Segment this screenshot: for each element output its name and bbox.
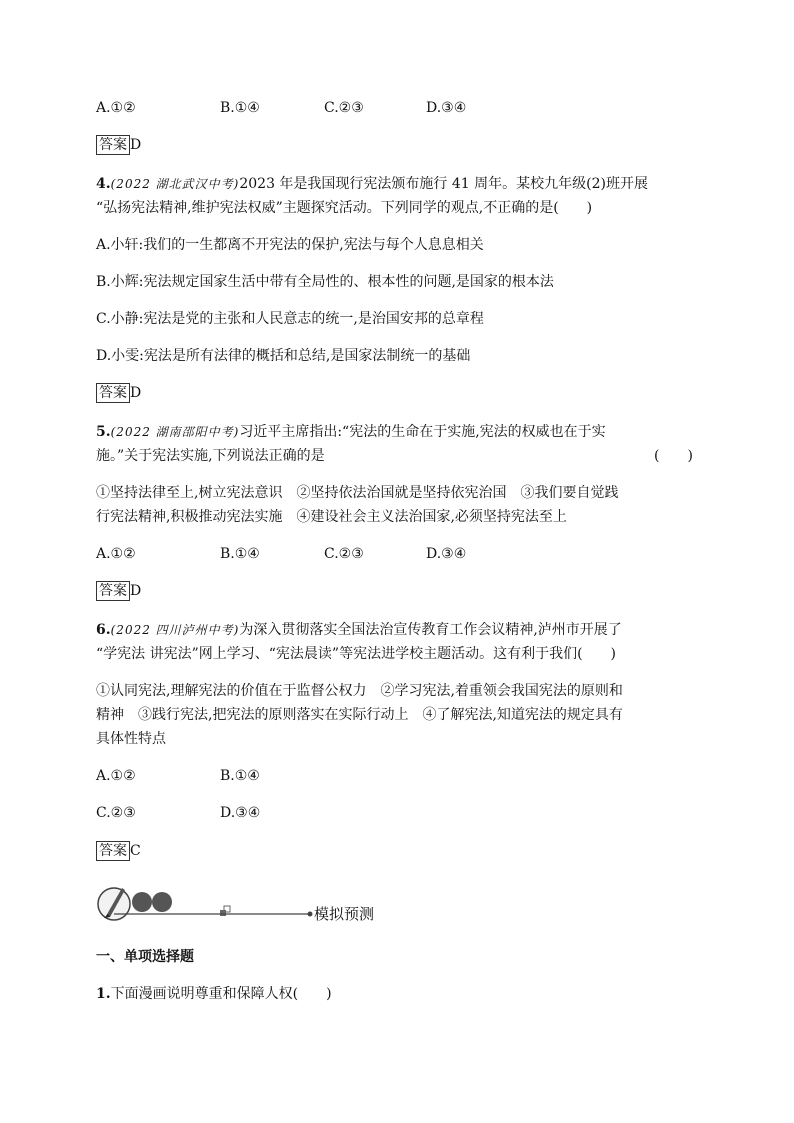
q1-stem — [96, 984, 332, 1004]
question-number: 4. — [96, 176, 111, 192]
answer-value: D — [130, 385, 142, 401]
stem-text: 为深入贯彻落实全国法治宣传教育工作会议精神,泸州市开展了 — [239, 622, 622, 638]
q4-stem-line1 — [96, 174, 648, 194]
q6-option-a: A.①② — [96, 768, 136, 784]
q3-option-a: A.①② — [96, 100, 136, 116]
answer-label: 答案 — [96, 581, 130, 601]
question-number: 1. — [96, 986, 111, 1002]
q5-option-c: C.②③ — [324, 546, 364, 562]
q3-options — [96, 98, 696, 118]
q6-option-d: D.③④ — [220, 805, 261, 821]
answer-label: 答案 — [96, 841, 130, 861]
q5-statements-line2: 行宪法精神,积极推动宪法实施 ④建设社会主义法治国家,必须坚持宪法至上 — [96, 509, 567, 525]
q4-option-a: A.小轩:我们的一生都离不开宪法的保护,宪法与每个人息息相关 — [96, 237, 484, 253]
q5-stem-line2: 施。”关于宪法实施,下列说法正确的是 — [96, 448, 325, 464]
q5-option-d: D.③④ — [426, 546, 467, 562]
square-icon — [220, 910, 226, 916]
q4-stem-line2: “弘扬宪法精神,维护宪法权威”主题探究活动。下列同学的观点,不正确的是( ) — [96, 200, 593, 216]
stem-text: 下面漫画说明尊重和保障人权( ) — [110, 986, 332, 1002]
q5-option-a: A.①② — [96, 546, 136, 562]
question-number: 5. — [96, 424, 111, 440]
q3-option-c: C.②③ — [324, 100, 364, 116]
q3-answer — [96, 135, 141, 155]
q4-option-b: B.小辉:宪法规定国家生活中带有全局性的、根本性的问题,是国家的根本法 — [96, 274, 554, 290]
q5-answer-paren: ( ) — [654, 448, 693, 464]
q5-stem-line1 — [96, 422, 606, 442]
q6-stem-line2: “学宪法 讲宪法”网上学习、“宪法晨读”等宪法进学校主题活动。这有利于我们( ) — [96, 646, 617, 662]
section-title: 一、单项选择题 — [96, 949, 194, 965]
q6-options-row2 — [96, 803, 496, 823]
q4-option-c: C.小静:宪法是党的主张和人民意志的统一,是治国安邦的总章程 — [96, 311, 484, 327]
q6-statements-line3: 具体性特点 — [96, 731, 166, 747]
banner-label: 模拟预测 — [314, 905, 375, 923]
q6-stem-line1 — [96, 620, 622, 640]
question-source: (2022 四川泸州中考) — [110, 623, 240, 637]
question-source: (2022 湖南邵阳中考) — [110, 425, 240, 439]
q5-statements-line1: ①坚持法律至上,树立宪法意识 ②坚持依法治国就是坚持依宪治国 ③我们要自觉践 — [96, 485, 619, 501]
answer-value: C — [130, 843, 141, 859]
question-source: (2022 湖北武汉中考) — [110, 177, 240, 191]
q4-option-d: D.小雯:宪法是所有法律的概括和总结,是国家法制统一的基础 — [96, 348, 471, 364]
q6-options-row1 — [96, 766, 496, 786]
answer-value: D — [130, 137, 142, 153]
q5-option-b: B.①④ — [220, 546, 260, 562]
answer-label: 答案 — [96, 135, 130, 155]
stem-text: 2023 年是我国现行宪法颁布施行 41 周年。某校九年级(2)班开展 — [239, 176, 648, 192]
dot-icon — [152, 892, 172, 912]
q6-option-c: C.②③ — [96, 805, 136, 821]
q3-option-d: D.③④ — [426, 100, 467, 116]
q5-options — [96, 544, 696, 564]
q6-answer — [96, 841, 141, 861]
q4-answer — [96, 383, 141, 403]
answer-value: D — [130, 583, 142, 599]
question-number: 6. — [96, 622, 111, 638]
q6-statements-line2: 精神 ③践行宪法,把宪法的原则落实在实际行动上 ④了解宪法,知道宪法的规定具有 — [96, 707, 623, 723]
q6-statements-line1: ①认同宪法,理解宪法的价值在于监督公权力 ②学习宪法,着重领会我国宪法的原则和 — [96, 683, 623, 699]
stem-text: 习近平主席指出:“宪法的生命在于实施,宪法的权威也在于实 — [239, 424, 606, 440]
answer-label: 答案 — [96, 383, 130, 403]
q3-option-b: B.①④ — [220, 100, 260, 116]
q5-answer — [96, 581, 141, 601]
dot-icon — [132, 892, 152, 912]
q6-option-b: B.①④ — [220, 768, 260, 784]
